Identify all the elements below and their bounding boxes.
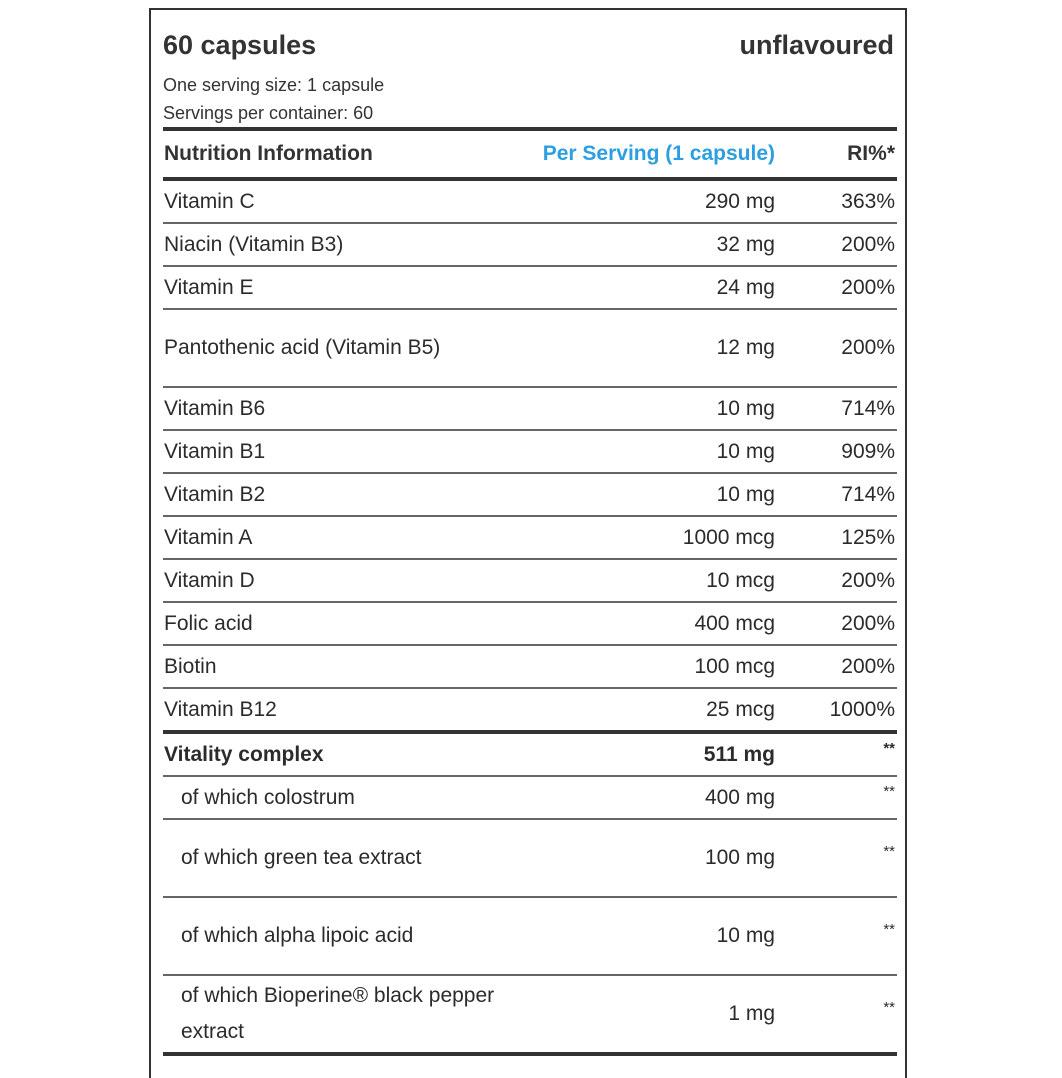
nutrient-name: Folic acid [163,602,506,645]
table-row [163,387,897,430]
ri-footnote-mark: ** [883,843,895,860]
nutrient-amount: 10 mg [506,897,785,975]
nutrient-amount: 290 mg [506,179,785,223]
nutrient-ri: 714% [785,387,897,430]
nutrient-ri [785,776,897,819]
nutrient-ri: 200% [785,266,897,309]
nutrient-name: Niacin (Vitamin B3) [163,223,506,266]
nutrient-name: Pantothenic acid (Vitamin B5) [163,309,506,387]
flavour-label: unflavoured [739,30,894,60]
nutrient-ri: 200% [785,602,897,645]
column-header-nutrition: Nutrition Information [163,129,506,179]
nutrient-amount: 400 mg [506,776,785,819]
nutrient-name: of which Bioperine® black pepper extract [163,975,506,1054]
nutrient-name: Vitality complex [163,732,506,776]
nutrient-amount: 10 mg [506,387,785,430]
nutrient-amount: 400 mcg [506,602,785,645]
table-row [163,266,897,309]
nutrient-amount: 100 mcg [506,645,785,688]
servings-per-container: Servings per container: 60 [163,103,374,123]
product-size: 60 capsules [163,30,317,60]
column-header-ri: RI%* [785,129,897,179]
nutrient-ri: 363% [785,179,897,223]
table-row [163,688,897,732]
nutrition-table [163,127,897,1056]
table-row-vitality-complex [163,732,897,776]
table-row [163,819,897,897]
nutrient-name: Vitamin A [163,516,506,559]
nutrient-amount: 10 mcg [506,559,785,602]
nutrient-ri: 909% [785,430,897,473]
nutrient-name: Biotin [163,645,506,688]
nutrient-ri: 200% [785,559,897,602]
table-row [163,975,897,1054]
table-row [163,430,897,473]
nutrient-amount: 1000 mcg [506,516,785,559]
nutrient-amount: 25 mcg [506,688,785,732]
nutrient-ri: 1000% [785,688,897,732]
nutrient-ri: 200% [785,223,897,266]
nutrient-amount: 10 mg [506,430,785,473]
nutrient-amount: 12 mg [506,309,785,387]
table-row [163,602,897,645]
table-row [163,559,897,602]
ri-footnote-mark: ** [883,739,895,757]
table-row [163,223,897,266]
table-row [163,645,897,688]
serving-size: One serving size: 1 capsule [163,75,385,95]
nutrient-name: of which green tea extract [163,819,506,897]
nutrient-name: Vitamin B6 [163,387,506,430]
nutrient-name: Vitamin B12 [163,688,506,732]
table-row [163,309,897,387]
table-row [163,897,897,975]
table-row [163,179,897,223]
nutrient-ri [785,819,897,897]
nutrient-name: Vitamin C [163,179,506,223]
nutrient-name: Vitamin E [163,266,506,309]
nutrient-ri [785,897,897,975]
nutrient-amount: 32 mg [506,223,785,266]
table-row [163,516,897,559]
panel-header [163,8,896,123]
column-header-per-serving: Per Serving (1 capsule) [506,129,785,179]
nutrient-name: Vitamin B1 [163,430,506,473]
nutrient-name: of which alpha lipoic acid [163,897,506,975]
nutrient-amount: 511 mg [506,732,785,776]
nutrient-ri: 125% [785,516,897,559]
nutrient-name: of which colostrum [163,776,506,819]
nutrient-ri [785,975,897,1054]
ri-footnote-mark: ** [883,999,895,1016]
nutrient-ri [785,732,897,776]
ri-footnote-mark: ** [883,921,895,938]
nutrient-ri: 200% [785,309,897,387]
table-row [163,776,897,819]
nutrient-name: Vitamin B2 [163,473,506,516]
nutrient-ri: 200% [785,645,897,688]
nutrient-amount: 100 mg [506,819,785,897]
ri-footnote-mark: ** [883,782,895,800]
nutrient-name: Vitamin D [163,559,506,602]
nutrient-ri: 714% [785,473,897,516]
nutrient-amount: 1 mg [506,975,785,1054]
table-header-row [163,129,897,179]
table-row [163,473,897,516]
nutrient-amount: 10 mg [506,473,785,516]
nutrient-amount: 24 mg [506,266,785,309]
